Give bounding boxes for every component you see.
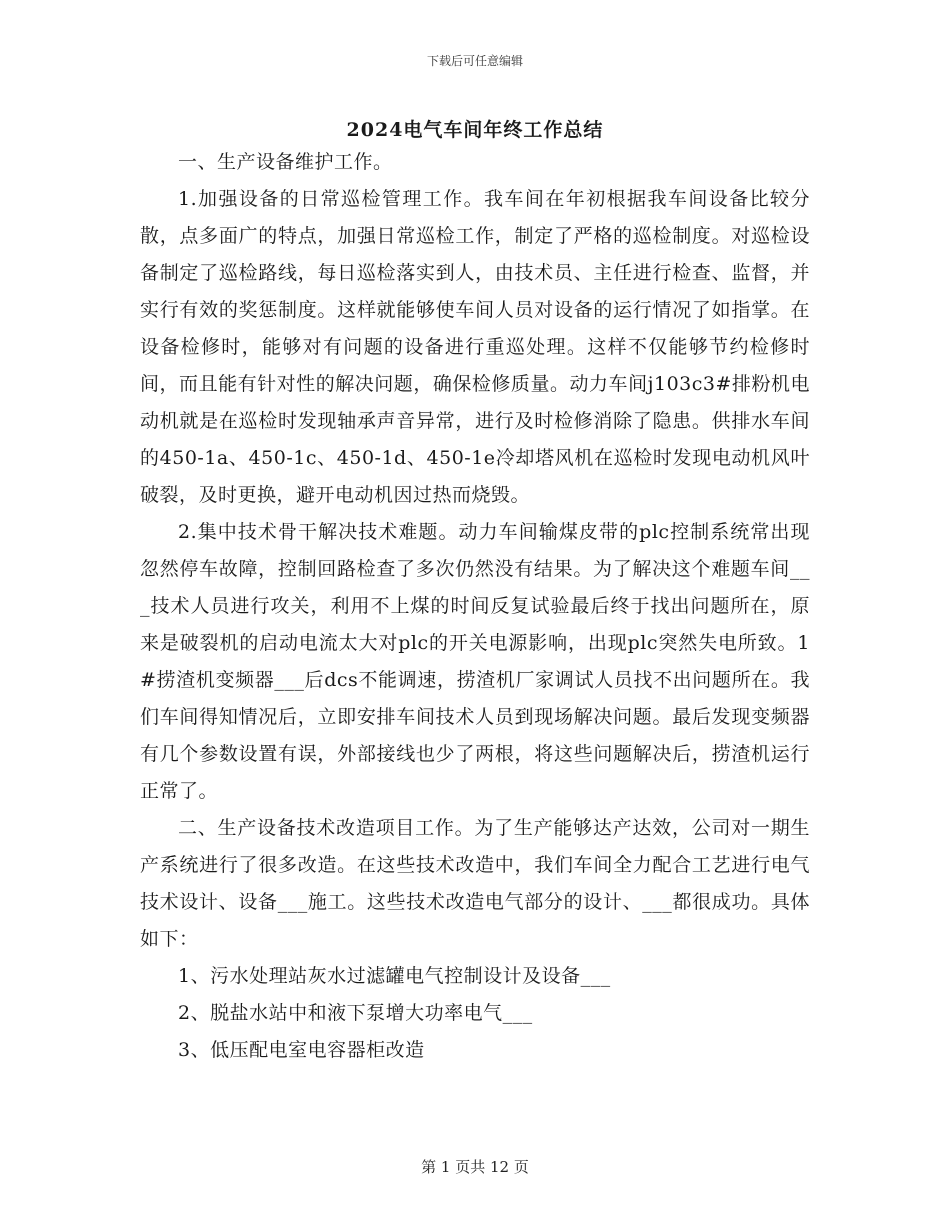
section-heading-maintenance: 一、生产设备维护工作。 xyxy=(178,151,393,173)
list-item-retrofit-3: 3、低压配电室电容器柜改造 xyxy=(178,1039,425,1061)
paragraph-technical-problems: 2.集中技术骨干解决技术难题。动力车间输煤皮带的plc控制系统常出现忽然停车故障，控制回路检查了多次仍然没有结果。为了解决这个难题车间___技术人员进行攻关，利用不上煤的时间反复试验最后终于找出问题所在，原来是破裂机的启动电流太大对plc的开关电源影响，出现plc突然失电所致。1#捞渣机变频器___后dcs不能调速，捞渣机厂家调试人员找不出问题所在。我们车间得知情况后，立即安排车间技术人员到现场解决问题。最后发现变频器有几个参数设置有误，外部接线也少了两根，将这些问题解决后，捞渣机运行正常了。 xyxy=(140,521,810,802)
paragraph-inspection: 1.加强设备的日常巡检管理工作。我车间在年初根据我车间设备比较分散，点多面广的特点，加强日常巡检工作，制定了严格的巡检制度。对巡检设备制定了巡检路线，每日巡检落实到人，由技术员、主任进行检查、监督，并实行有效的奖惩制度。这样就能够使车间人员对设备的运行情况了如指掌。在设备检修时，能够对有问题的设备进行重巡处理。这样不仅能够节约检修时间，而且能有针对性的解决问题，确保检修质量。动力车间j103c3#排粉机电动机就是在巡检时发现轴承声音异常，进行及时检修消除了隐患。供排水车间的450-1a、450-1c、450-1d、450-1e冷却塔风机在巡检时发现电动机风叶破裂，及时更换，避开电动机因过热而烧毁。 xyxy=(140,188,810,506)
list-item-retrofit-1: 1、污水处理站灰水过滤罐电气控制设计及设备___ xyxy=(178,965,611,987)
page-header: 下载后可任意编辑 xyxy=(426,54,523,68)
document-title: 2024电气车间年终工作总结 xyxy=(346,119,604,141)
list-item-retrofit-2: 2、脱盐水站中和液下泵增大功率电气___ xyxy=(178,1002,533,1024)
document-body xyxy=(140,144,810,1069)
page-footer: 第 1 页共 12 页 xyxy=(421,1158,529,1176)
section-heading-retrofit: 二、生产设备技术改造项目工作。为了生产能够达产达效，公司对一期生产系统进行了很多改造。在这些技术改造中，我们车间全力配合工艺进行电气技术设计、设备___施工。这些技术改造电气部分的设计、___都很成功。具体如下： xyxy=(140,817,810,950)
